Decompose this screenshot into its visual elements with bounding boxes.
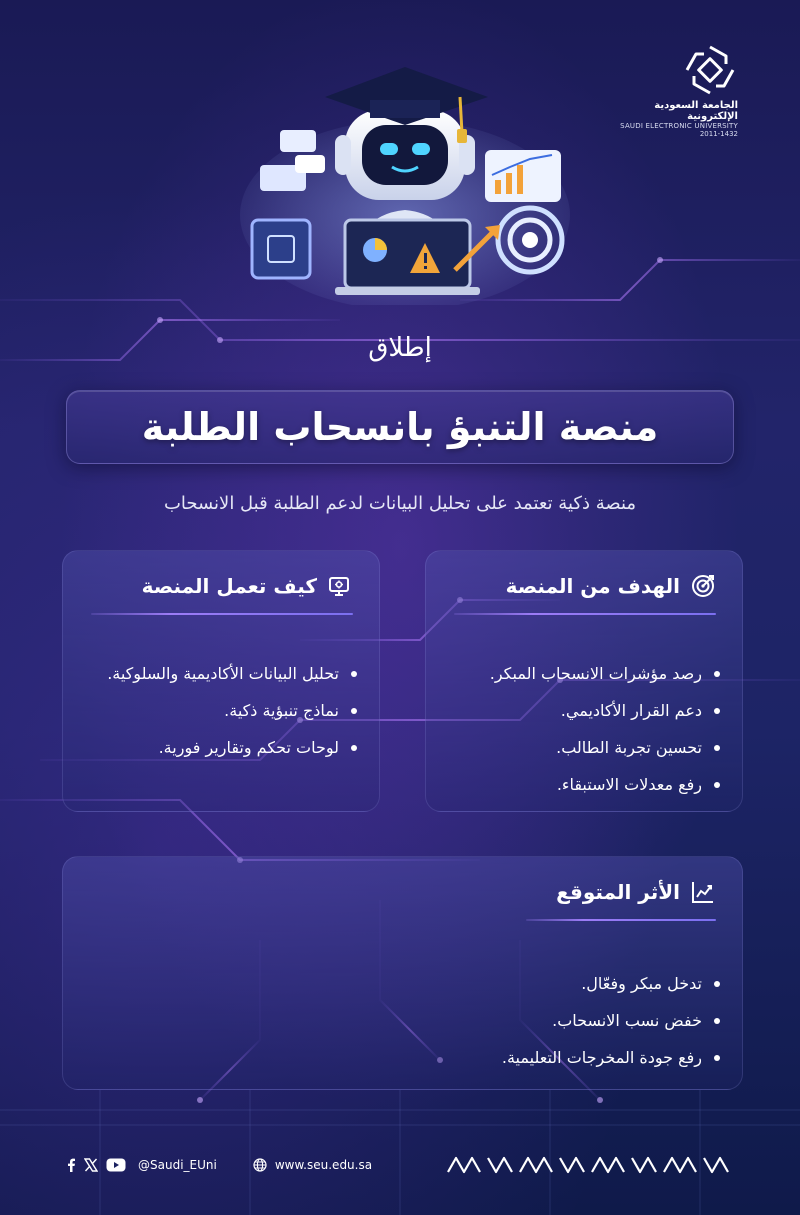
- university-logo: [608, 42, 738, 138]
- list-item: [502, 965, 720, 1002]
- goal-list: [490, 655, 720, 803]
- website-link[interactable]: [253, 1158, 372, 1172]
- robot-graduate-illustration: [240, 55, 570, 305]
- list-item-text: رصد مؤشرات الانسحاب المبكر.: [489, 664, 702, 683]
- how-card-header: [142, 573, 353, 599]
- bullet-dot: [714, 1055, 720, 1061]
- impact-card-header: [556, 879, 716, 905]
- goal-card-header: [506, 573, 716, 599]
- footer: [66, 1152, 736, 1178]
- website-url[interactable]: www.seu.edu.sa: [274, 1158, 373, 1172]
- social-links: [66, 1158, 217, 1172]
- goal-card-divider: [454, 613, 716, 615]
- bullet-dot: [714, 981, 720, 987]
- list-item: [490, 655, 720, 692]
- university-logo-mark: [682, 42, 738, 98]
- how-list: [107, 655, 357, 766]
- bullet-dot: [351, 671, 357, 677]
- list-item-text: لوحات تحكم وتقارير فورية.: [158, 738, 339, 757]
- list-item-text: تدخل مبكر وفعّال.: [581, 974, 702, 993]
- monitor-gear-icon: [327, 573, 353, 599]
- bullet-dot: [351, 745, 357, 751]
- launch-label: إطلاق: [368, 333, 432, 363]
- list-item-text: دعم القرار الأكاديمي.: [560, 701, 702, 720]
- logo-years: 2011-1432: [699, 130, 738, 138]
- goal-card: [425, 550, 743, 812]
- list-item: [490, 766, 720, 803]
- impact-card-title: الأثر المتوقع: [556, 880, 680, 904]
- globe-icon: [253, 1158, 267, 1172]
- facebook-icon[interactable]: [66, 1158, 76, 1172]
- x-icon[interactable]: [84, 1158, 98, 1172]
- list-item: [107, 729, 357, 766]
- target-icon: [690, 573, 716, 599]
- logo-name-arabic: الجامعة السعودية الإلكترونية: [654, 100, 738, 122]
- page-title: منصة التنبؤ بانسحاب الطلبة: [141, 405, 659, 449]
- decorative-pattern: [444, 1154, 736, 1176]
- bullet-dot: [714, 1018, 720, 1024]
- list-item: [107, 692, 357, 729]
- chart-icon: [690, 879, 716, 905]
- logo-name-english: SAUDI ELECTRONIC UNIVERSITY: [620, 122, 738, 130]
- impact-list: [502, 965, 720, 1076]
- how-card: [62, 550, 380, 812]
- bullet-dot: [714, 745, 720, 751]
- how-card-divider: [91, 613, 353, 615]
- impact-card-divider: [526, 919, 716, 921]
- bullet-dot: [714, 671, 720, 677]
- list-item-text: رفع معدلات الاستبقاء.: [556, 775, 702, 794]
- bullet-dot: [351, 708, 357, 714]
- impact-card: [62, 856, 743, 1090]
- list-item-text: رفع جودة المخرجات التعليمية.: [501, 1048, 702, 1067]
- list-item: [107, 655, 357, 692]
- goal-card-title: الهدف من المنصة: [505, 574, 680, 598]
- social-handle[interactable]: @Saudi_EUni: [138, 1158, 217, 1172]
- list-item-text: تحسين تجربة الطالب.: [556, 738, 702, 757]
- bullet-dot: [714, 782, 720, 788]
- list-item: [502, 1002, 720, 1039]
- list-item: [490, 729, 720, 766]
- list-item-text: نماذج تنبؤية ذكية.: [224, 701, 339, 720]
- bullet-dot: [714, 708, 720, 714]
- title-box: [66, 390, 734, 464]
- list-item-text: تحليل البيانات الأكاديمية والسلوكية.: [107, 664, 339, 683]
- list-item: [502, 1039, 720, 1076]
- list-item: [490, 692, 720, 729]
- youtube-icon[interactable]: [106, 1158, 126, 1172]
- page-subtitle: منصة ذكية تعتمد على تحليل البيانات لدعم الطلبة قبل الانسحاب: [163, 493, 637, 514]
- how-card-title: كيف تعمل المنصة: [141, 574, 317, 598]
- list-item-text: خفض نسب الانسحاب.: [552, 1011, 702, 1030]
